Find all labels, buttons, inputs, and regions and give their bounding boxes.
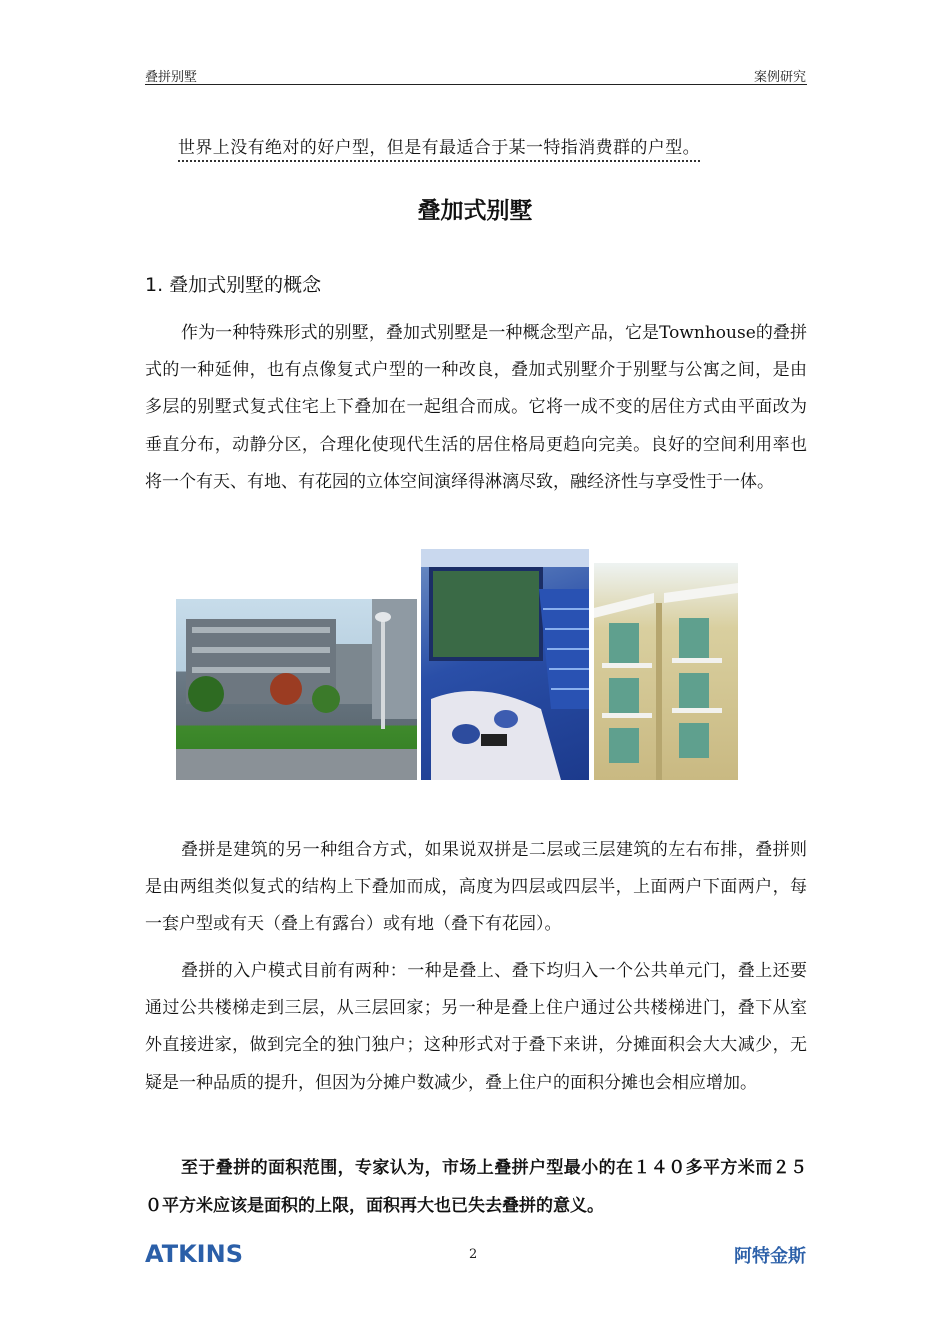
section-heading: 1. 叠加式别墅的概念 <box>145 274 322 296</box>
atkins-logo: ATKINS <box>145 1240 243 1268</box>
page-title: 叠加式别墅 <box>417 198 533 224</box>
header-right-title: 案例研究 <box>753 70 806 85</box>
page-number: 2 <box>469 1247 478 1262</box>
paragraph-stacking-definition: 叠拼是建筑的另一种组合方式，如果说双拼是二层或三层建筑的左右布排，叠拼则是由两组类似复式的结构上下叠加而成，高度为四层或四层半，上面两户下面两户，每一套户型或有天（叠上有露台）或有地（叠下有花园）。 <box>145 840 807 935</box>
photo-interior-stair-courtyard <box>421 549 589 780</box>
paragraph-area-range: 至于叠拼的面积范围，专家认为，市场上叠拼户型最小的在１４０多平方米而２５０平方米应该是面积的上限，面积再大也已失去叠拼的意义。 <box>145 1158 807 1216</box>
photo-townhouse-exterior <box>176 599 417 780</box>
intro-quote: 世界上没有绝对的好户型，但是有最适合于某一特指消费群的户型。 <box>178 138 700 158</box>
paragraph-concept: 作为一种特殊形式的别墅，叠加式别墅是一种概念型产品，它是Townhouse的叠拼式的一种延伸，也有点像复式户型的一种改良，叠加式别墅介于别墅与公寓之间，是由多层的别墅式复式住宅上下叠加在一起组合而成。它将一成不变的居住方式由平面改为垂直分布，动静分区，合理化使现代生活的居住格局更趋向完美。良好的空间利用率也将一个有天、有地、有花园的立体空间演绎得淋漓尽致，融经济性与享受性于一体。 <box>145 323 807 492</box>
paragraph-entry-modes: 叠拼的入户模式目前有两种：一种是叠上、叠下均归入一个公共单元门，叠上还要通过公共楼梯走到三层，从三层回家；另一种是叠上住户通过公共楼梯进门，叠下从室外直接进家，做到完全的独门独户；这种形式对于叠下来讲，分摊面积会大大减少，无疑是一种品质的提升，但因为分摊户数减少，叠上住户的面积分摊也会相应增加。 <box>145 961 807 1093</box>
header-divider <box>145 84 807 85</box>
footer-brand-chinese: 阿特金斯 <box>734 1246 806 1267</box>
photo-stacked-villa-facade <box>594 563 738 780</box>
header-left-title: 叠拼别墅 <box>145 70 198 85</box>
